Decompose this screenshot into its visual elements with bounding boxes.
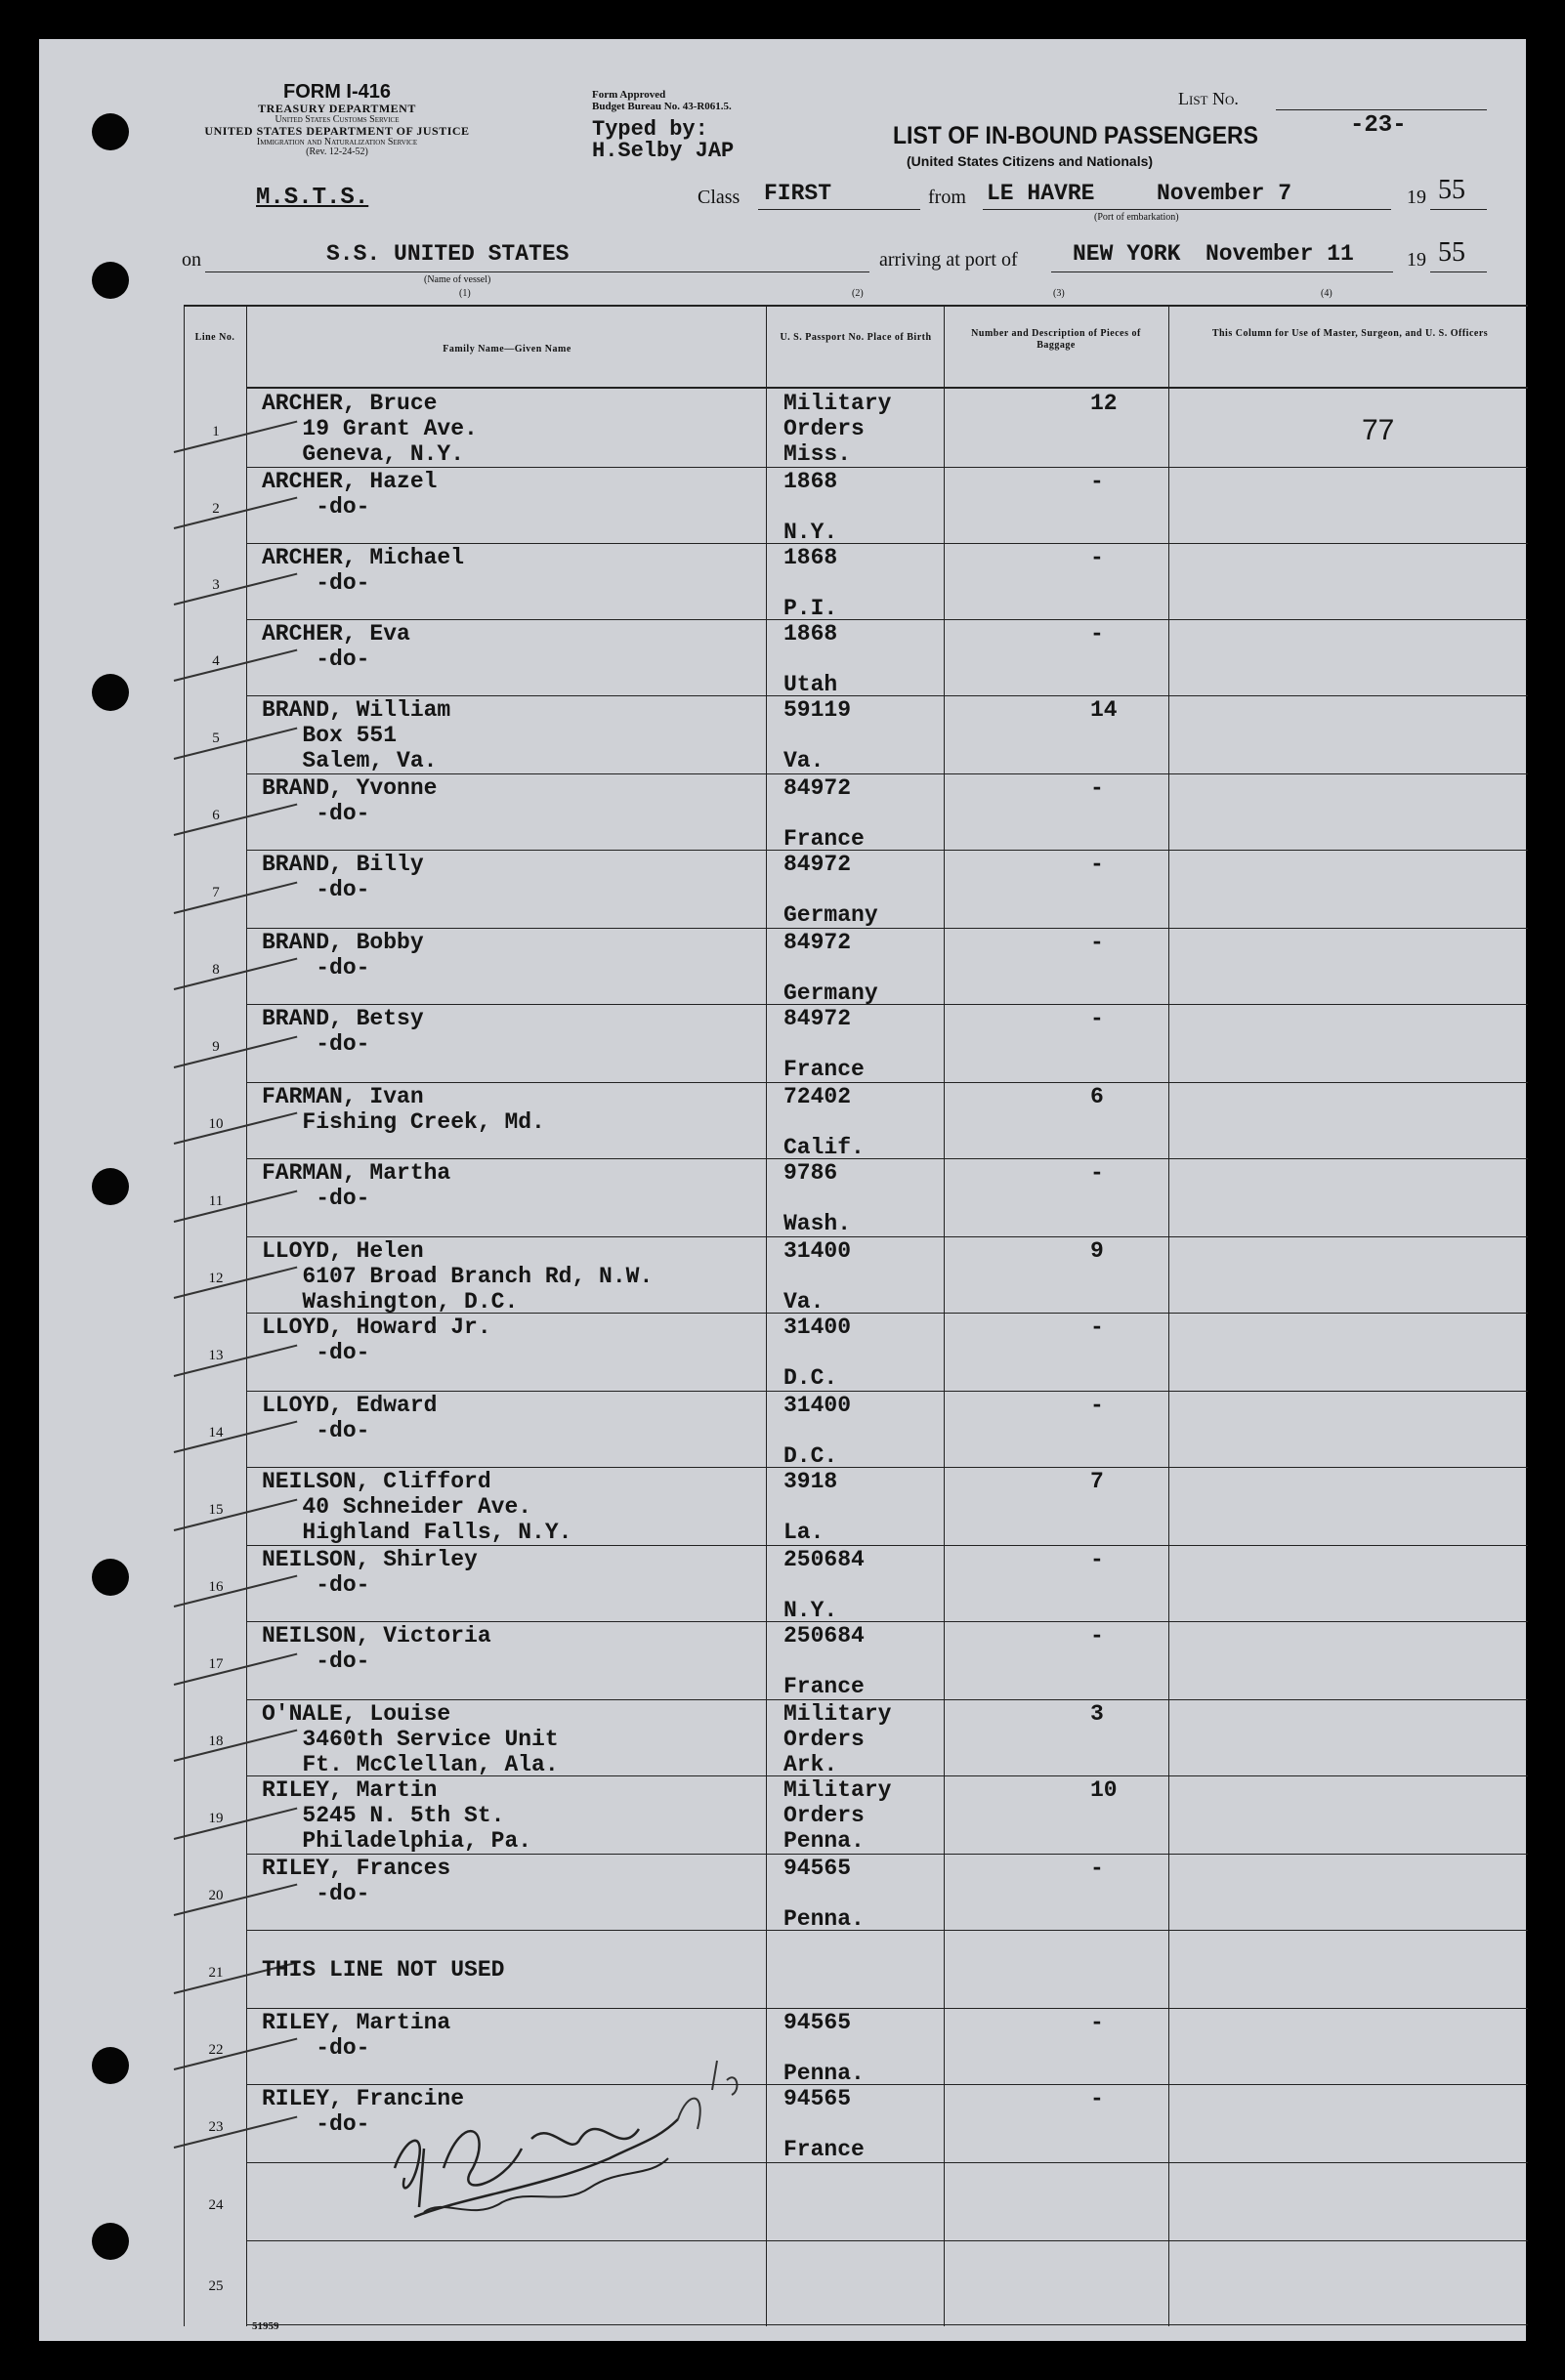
typed-by-label: Typed by: <box>592 117 708 142</box>
baggage-count: - <box>1090 469 1104 494</box>
baggage-count: - <box>1090 1160 1104 1186</box>
agency-line: UNITED STATES DEPARTMENT OF JUSTICE <box>204 124 470 139</box>
list-no-label: List No. <box>1178 89 1239 108</box>
line-number: 2 <box>212 501 220 517</box>
list-no-underline <box>1276 109 1487 110</box>
row-divider <box>246 1854 1528 1855</box>
passenger-name: RILEY, Martin 5245 N. 5th St. Philadelphia, Pa. <box>262 1777 532 1854</box>
row-divider <box>246 695 1528 696</box>
baggage-count: 6 <box>1090 1084 1104 1109</box>
class-underline <box>758 209 920 210</box>
passenger-name: BRAND, Yvonne -do- <box>262 775 438 826</box>
line-number: 15 <box>208 1502 224 1518</box>
line-number: 20 <box>208 1888 224 1903</box>
row-divider <box>246 1004 1528 1005</box>
baggage-count: 3 <box>1090 1701 1104 1727</box>
passport-birthplace: 9786 Wash. <box>783 1160 852 1236</box>
passenger-name: ARCHER, Eva -do- <box>262 621 410 672</box>
port-embark-caption: (Port of embarkation) <box>1094 212 1179 223</box>
approval-line: Budget Bureau No. 43-R061.5. <box>592 100 732 112</box>
vessel-underline <box>205 271 869 272</box>
line-number: 1 <box>212 424 220 439</box>
baggage-count: - <box>1090 1006 1104 1031</box>
row-divider <box>246 928 1528 929</box>
baggage-count: - <box>1090 852 1104 877</box>
line-number: 25 <box>208 2278 224 2294</box>
agency-line: (Rev. 12-24-52) <box>306 146 368 158</box>
passport-birthplace: 84972 France <box>783 775 865 852</box>
line-number: 12 <box>208 1271 224 1286</box>
passport-birthplace: 250684 France <box>783 1623 865 1699</box>
line-number: 8 <box>212 962 220 978</box>
column-number: (3) <box>1053 288 1065 299</box>
line-number: 13 <box>208 1348 224 1363</box>
header-row-bottom <box>246 387 1528 389</box>
arrival-year: 55 <box>1438 237 1465 268</box>
line-number: 19 <box>208 1811 224 1826</box>
officers-header: This Column for Use of Master, Surgeon, and U. S. Officers <box>1211 328 1489 339</box>
passport-birthplace: Military Orders Miss. <box>783 391 892 467</box>
year2-underline <box>1430 271 1487 272</box>
passport-birthplace: Military Orders Penna. <box>783 1777 892 1854</box>
passport-birthplace: 31400 D.C. <box>783 1393 852 1469</box>
embark-date: November 7 <box>1157 181 1292 206</box>
row-divider <box>246 1467 1528 1468</box>
baggage-count: - <box>1090 1856 1104 1881</box>
passenger-name: BRAND, Bobby -do- <box>262 930 424 981</box>
agency-line: Immigration and Naturalization Service <box>256 136 418 147</box>
passport-birthplace: 31400 D.C. <box>783 1315 852 1391</box>
baggage-column-divider <box>1168 305 1169 2326</box>
passport-birthplace: 84972 Germany <box>783 930 878 1006</box>
on-label: on <box>182 249 201 271</box>
passenger-name: LLOYD, Howard Jr. -do- <box>262 1315 491 1365</box>
officer-note: 77 <box>1362 414 1395 446</box>
line-number: 6 <box>212 808 220 823</box>
baggage-count: - <box>1090 2010 1104 2035</box>
document-subtitle: (United States Citizens and Nationals) <box>907 153 1154 169</box>
baggage-count: 9 <box>1090 1238 1104 1264</box>
row-divider <box>246 543 1528 544</box>
passenger-name: FARMAN, Ivan Fishing Creek, Md. <box>262 1084 545 1135</box>
passport-birthplace: 31400 Va. <box>783 1238 852 1315</box>
baggage-count: - <box>1090 775 1104 801</box>
name-column-divider <box>766 305 767 2326</box>
line-number: 11 <box>208 1193 224 1209</box>
baggage-count: 10 <box>1090 1777 1118 1803</box>
embark-year-prefix: 19 <box>1407 187 1426 208</box>
row-divider <box>246 2008 1528 2009</box>
lineno-column-divider <box>246 305 247 2326</box>
punch-hole <box>92 2047 129 2084</box>
arriving-label: arriving at port of <box>879 249 1018 271</box>
row-divider <box>246 2162 1528 2163</box>
baggage-count: 7 <box>1090 1469 1104 1494</box>
passenger-name: RILEY, Francine -do- <box>262 2086 465 2137</box>
arrival-underline <box>1051 271 1393 272</box>
table-left-border <box>184 305 185 2326</box>
typed-by-block <box>592 119 734 162</box>
passport-birthplace: Military Orders Ark. <box>783 1701 892 1777</box>
row-divider <box>246 1699 1528 1700</box>
row-divider <box>246 2240 1528 2241</box>
column-number: (1) <box>459 288 471 299</box>
row-divider <box>246 1236 1528 1237</box>
passenger-name: THIS LINE NOT USED <box>262 1957 505 1983</box>
passenger-name: NEILSON, Clifford 40 Schneider Ave. Highland Falls, N.Y. <box>262 1469 572 1545</box>
arrival-date: November 11 <box>1205 241 1354 267</box>
name-header: Family Name—Given Name <box>443 344 571 355</box>
column-number: (4) <box>1321 288 1332 299</box>
passenger-name: BRAND, William Box 551 Salem, Va. <box>262 697 451 773</box>
line-number: 17 <box>208 1656 224 1672</box>
passenger-name: LLOYD, Edward -do- <box>262 1393 438 1443</box>
line-number: 23 <box>208 2119 224 2135</box>
passport-birthplace: 1868 Utah <box>783 621 838 697</box>
row-divider <box>246 619 1528 620</box>
passport-birthplace: 94565 Penna. <box>783 2010 865 2086</box>
baggage-count: - <box>1090 1547 1104 1572</box>
row-divider <box>246 1082 1528 1083</box>
baggage-count: - <box>1090 1393 1104 1418</box>
passport-header: U. S. Passport No. Place of Birth <box>780 332 932 343</box>
baggage-count: 14 <box>1090 697 1118 723</box>
passenger-name: ARCHER, Bruce 19 Grant Ave. Geneva, N.Y. <box>262 391 478 467</box>
passport-birthplace: 72402 Calif. <box>783 1084 865 1160</box>
row-divider <box>246 2324 1528 2325</box>
passenger-name: FARMAN, Martha -do- <box>262 1160 451 1211</box>
passport-birthplace: 84972 France <box>783 1006 865 1082</box>
line-no-header: Line No. <box>194 332 235 343</box>
passport-birthplace: 250684 N.Y. <box>783 1547 865 1623</box>
row-divider <box>246 1158 1528 1159</box>
punch-hole <box>92 674 129 711</box>
form-agency-block <box>186 82 488 158</box>
passport-birthplace: 1868 P.I. <box>783 545 838 621</box>
line-number: 9 <box>212 1039 220 1055</box>
operator-name: M.S.T.S. <box>256 185 369 211</box>
passport-birthplace: 84972 Germany <box>783 852 878 928</box>
class-value: FIRST <box>764 181 832 206</box>
from-underline <box>983 209 1391 210</box>
passenger-name: BRAND, Billy -do- <box>262 852 424 902</box>
punch-hole <box>92 262 129 299</box>
passenger-name: NEILSON, Victoria -do- <box>262 1623 491 1674</box>
passenger-name: BRAND, Betsy -do- <box>262 1006 424 1057</box>
manifest-page <box>39 39 1526 2341</box>
form-id: FORM I-416 <box>282 81 392 103</box>
vessel-caption: (Name of vessel) <box>424 274 491 285</box>
row-divider <box>246 467 1528 468</box>
baggage-count: - <box>1090 545 1104 570</box>
list-no-value: -23- <box>1350 112 1407 139</box>
punch-hole <box>92 2223 129 2260</box>
officer-signature <box>385 2051 795 2246</box>
line-number: 14 <box>208 1425 224 1441</box>
row-divider <box>246 1545 1528 1546</box>
passport-birthplace: 3918 La. <box>783 1469 838 1545</box>
line-number: 24 <box>208 2197 224 2213</box>
passport-birthplace: 94565 Penna. <box>783 1856 865 1932</box>
passenger-name: NEILSON, Shirley -do- <box>262 1547 478 1598</box>
row-divider <box>246 850 1528 851</box>
document-title: LIST OF IN-BOUND PASSENGERS <box>893 122 1258 149</box>
line-number: 16 <box>208 1579 224 1595</box>
vessel-name: S.S. UNITED STATES <box>326 241 570 267</box>
line-number: 22 <box>208 2042 224 2058</box>
line-number: 4 <box>212 653 220 669</box>
form-code: 51959 <box>252 2320 279 2332</box>
passenger-name: RILEY, Frances -do- <box>262 1856 451 1906</box>
punch-hole <box>92 1168 129 1205</box>
agency-line: United States Customs Service <box>275 113 400 125</box>
line-number: 10 <box>208 1116 224 1132</box>
row-divider <box>246 2084 1528 2085</box>
from-label: from <box>928 187 966 208</box>
baggage-header: Number and Description of Pieces of Baggage <box>971 328 1141 351</box>
line-number: 18 <box>208 1733 224 1749</box>
table-top-border <box>184 305 1528 307</box>
row-divider <box>246 773 1528 774</box>
arrival-port: NEW YORK <box>1073 241 1181 267</box>
column-number: (2) <box>852 288 864 299</box>
embark-port: LE HAVRE <box>987 181 1095 206</box>
line-number: 3 <box>212 577 220 593</box>
passenger-name: RILEY, Martina -do- <box>262 2010 451 2061</box>
agency-line: TREASURY DEPARTMENT <box>258 102 416 115</box>
row-divider <box>246 1391 1528 1392</box>
passport-birthplace: 1868 N.Y. <box>783 469 838 545</box>
row-divider <box>246 1930 1528 1931</box>
baggage-count: 12 <box>1090 391 1118 416</box>
class-label: Class <box>698 187 740 208</box>
embark-year: 55 <box>1438 175 1465 205</box>
passenger-name: ARCHER, Hazel -do- <box>262 469 438 520</box>
punch-hole <box>92 113 129 150</box>
approval-block <box>592 90 732 112</box>
passport-column-divider <box>944 305 945 2326</box>
baggage-count: - <box>1090 621 1104 647</box>
year-underline <box>1430 209 1487 210</box>
passport-birthplace: 59119 Va. <box>783 697 852 773</box>
punch-hole <box>92 1559 129 1596</box>
baggage-count: - <box>1090 2086 1104 2111</box>
baggage-count: - <box>1090 1623 1104 1649</box>
baggage-count: - <box>1090 930 1104 955</box>
approval-line: Form Approved <box>592 89 666 101</box>
passenger-name: O'NALE, Louise 3460th Service Unit Ft. McClellan, Ala. <box>262 1701 559 1777</box>
passenger-name: ARCHER, Michael -do- <box>262 545 465 596</box>
arrival-year-prefix: 19 <box>1407 249 1426 271</box>
row-divider <box>246 1621 1528 1622</box>
baggage-count: - <box>1090 1315 1104 1340</box>
line-number: 5 <box>212 731 220 746</box>
typed-by-name: H.Selby JAP <box>592 139 735 163</box>
line-number: 7 <box>212 885 220 900</box>
passenger-name: LLOYD, Helen 6107 Broad Branch Rd, N.W. Washington, D.C. <box>262 1238 654 1315</box>
line-number: 21 <box>208 1965 224 1981</box>
passport-birthplace: 94565 France <box>783 2086 865 2162</box>
